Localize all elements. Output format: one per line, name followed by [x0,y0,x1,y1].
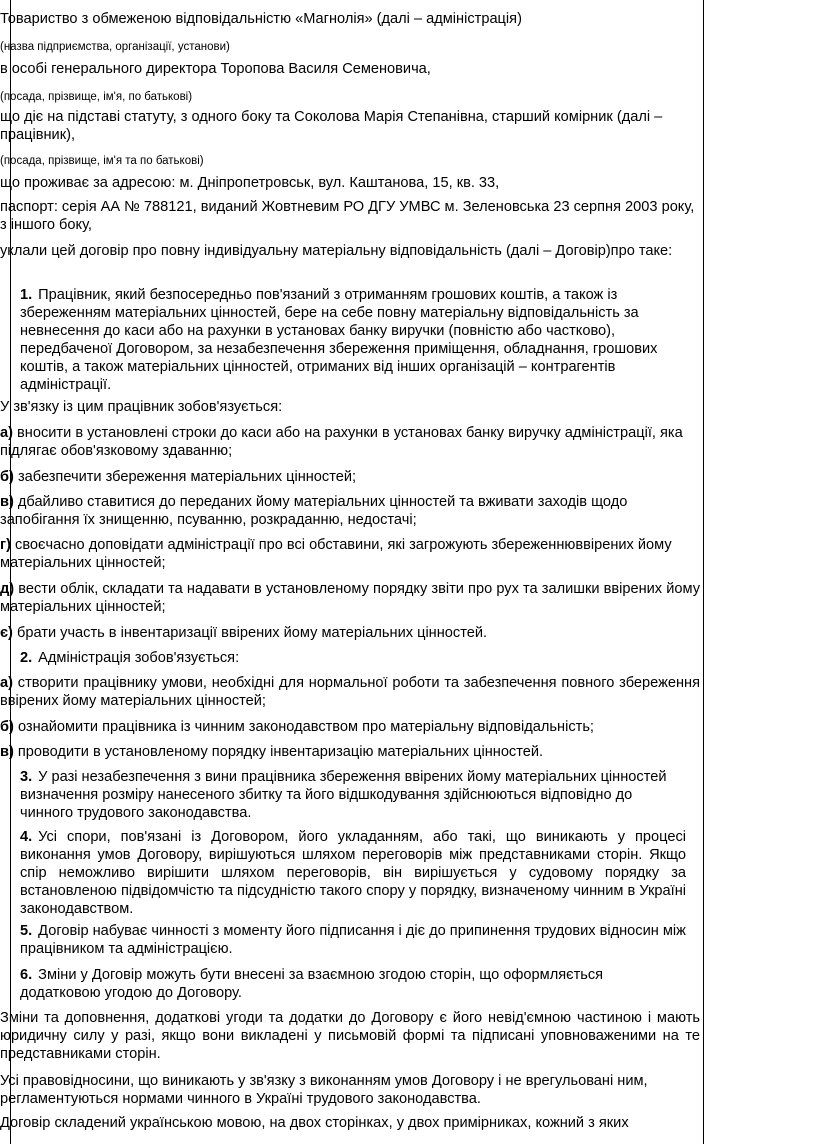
clause-6: 6. Зміни у Договір можуть бути внесені за взаємною згодою сторін, що оформляється додатковою угодою до Договору. [20,967,604,1001]
employee-line: що діє на підставі статуту, з одного боку та Соколова Марія Степанівна, старший комірник (далі – працівник), [0,109,663,143]
duty-item: а) вносити в установлені строки до каси або на рахунки в установах банку виручку адміністрації, яка підлягає обов'язковому здаванню; [0,425,683,459]
admin-duty-item: а) створити працівнику умови, необхідні для нормальної роботи та забезпечення повного збереження ввірених йому матеріальних цінностей; [0,675,700,709]
clause-1 [20,286,686,394]
duty-item: д) вести облік, складати та надавати в установленому порядку звіти про рух та залишки ввірених йому матеріальних цінностей; [0,581,700,615]
employee-duties-intro: У зв'язку із цим працівник зобов'язується: [0,399,283,415]
address-line: що проживає за адресою: м. Дніпропетровськ, вул. Каштанова, 15, кв. 33, [0,175,500,191]
company-caption: (назва підприємства, організації, установи) [0,41,230,53]
duty-item: є) брати участь в інвентаризації ввірених йому матеріальних цінностей. [0,625,488,641]
admin-duty-item: б) ознайомити працівника із чинним законодавством про матеріальну відповідальність; [0,719,594,735]
clause-2-intro: 2. Адміністрація зобов'язується: [20,650,240,666]
left-margin-line [10,0,11,1144]
representative-line: в особі генерального директора Торопова Василя Семеновича, [0,61,431,77]
unregulated-paragraph: Усі правовідносини, що виникають у зв'язку з виконанням умов Договору і не врегульовані ним, регламентуються нормами чинного в Україні трудового законодавства. [0,1073,648,1107]
clause-3: 3. У разі незабезпечення з вини працівника збереження ввірених йому матеріальних цінностей визначення розміру нанесеного збитку та його відшкодування здійснюються відповідно до чинного трудового законодавства. [20,769,667,821]
clause-text: Працівник, який безпосередньо пов'язаний з отриманням грошових коштів, а також із збереженням матеріальних цінностей, бере на себе повну матеріальну відповідальність за невнесення до каси або на рахунки в установах банку виручки (повністю або частково), передбаченої Договором, за незабезпечення збереження приміщення, обладнання, грошових коштів, а також матеріальних цінностей, отриманих від інших організацій – контрагентів адміністрації. [20,287,658,393]
copies-paragraph: Договір складений українською мовою, на двох сторінках, у двох примірниках, кожний з яких [0,1115,629,1131]
admin-duty-item: в) проводити в установленому порядку інвентаризацію матеріальних цінностей. [0,744,544,760]
right-margin-line [703,0,704,1144]
duty-item: в) дбайливо ставитися до переданих йому матеріальних цінностей та вживати заходів щодо запобігання їх знищенню, псуванню, розкраданню, недостачі; [0,494,628,528]
employee-caption: (посада, прізвище, ім'я та по батькові) [0,155,204,167]
duty-item: г) своєчасно доповідати адміністрації про всі обставини, які загрожують збереженнюввірених йому матеріальних цінностей; [0,537,672,571]
preamble: уклали цей договір про повну індивідуальну матеріальну відповідальність (далі – Договір)про таке: [0,243,673,259]
duty-item: б) забезпечити збереження матеріальних цінностей; [0,469,357,485]
clause-5: 5. Договір набуває чинності з моменту його підписання і діє до припинення трудових відносин між працівником та адміністрацією. [20,923,686,957]
amendments-paragraph: Зміни та доповнення, додаткові угоди та додатки до Договору є його невід'ємною частиною і мають юридичну силу у разі, якщо вони викладені у письмовій формі та підписані уповноваженими на те представниками сторін. [0,1010,700,1062]
clause-4: 4. Усі спори, пов'язані із Договором, його укладанням, або такі, що виникають у процесі виконання умов Договору, вирішуються шляхом переговорів між представниками сторін. Якщо спір неможливо вирішити шляхом переговорів, він вирішується у судовому порядку за встановленою підвідомчістю та підсудністю такого спору у порядку, визначеному чинним в Україні законодавством. [20,829,686,917]
passport-line: паспорт: серія АА № 788121, виданий Жовтневим РО ДГУ УМВС м. Зеленовська 23 серпня 2003 року, з іншого боку, [0,199,695,233]
company-line: Товариство з обмеженою відповідальністю «Магнолія» (далі – адміністрація) [0,11,522,27]
clause-number: 1. [20,287,33,303]
representative-caption: (посада, прізвище, ім'я, по батькові) [0,91,193,103]
